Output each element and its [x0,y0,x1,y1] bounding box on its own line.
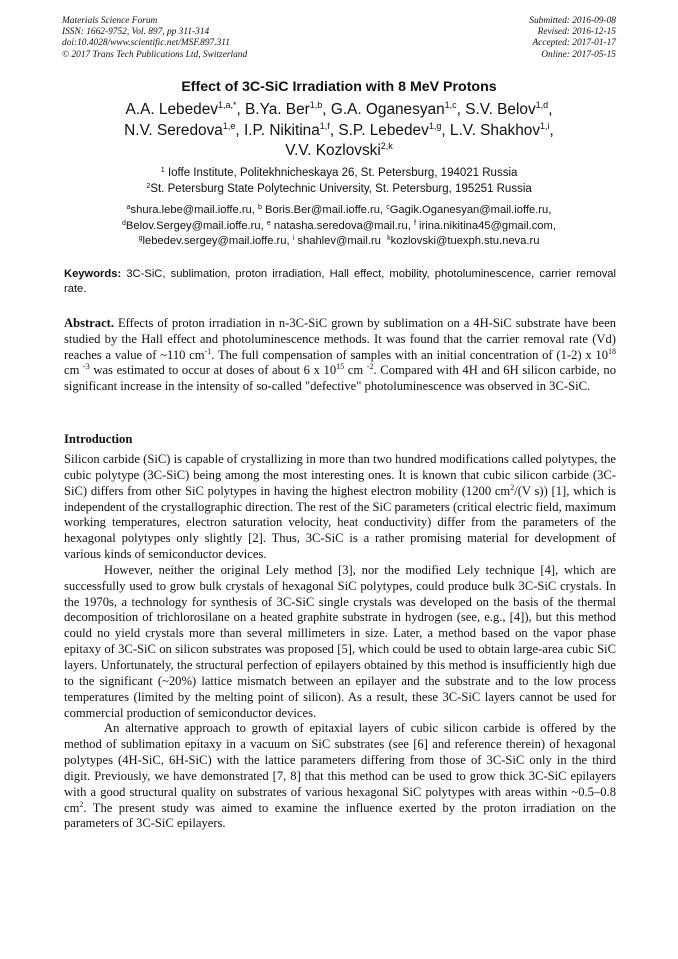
author: S.V. Belov [465,101,536,118]
journal-name: Materials Science Forum [62,16,158,26]
affiliation-list [0,166,678,197]
issn-volume: ISSN: 1662-9752, Vol. 897, pp 311-314 [62,27,210,38]
author-affiliation-mark: 1,d [535,100,549,110]
author-affiliation-mark: 1,c [444,100,457,110]
email-link[interactable]: Belov.Sergey@mail.ioffe.ru [125,219,261,232]
online-date: Online: 2017-05-15 [541,49,616,60]
accepted-date: Accepted: 2017-01-17 [532,38,616,49]
author: V.V. Kozlovski [285,142,381,159]
email-link[interactable]: irina.nikitina45@gmail.com [419,219,553,232]
author-line-1: A.A. Lebedev$^{1,a,*}$, B.Ya. Ber$^{1,b}$, G.A. Oganesyan$^{1,c}$, S.V. Belov$^{1,d}$, [125,100,553,118]
author-affiliation-mark: 1,f [319,120,330,131]
author: A.A. Lebedev [125,101,218,118]
author: G.A. Oganesyan [330,101,445,118]
email-line-1: $^a$shura.lebe@mail.ioffe.ru, $^b$ Boris.Ber@mail.ioffe.ru, $^c$Gagik.Oganesyan@mail.ioffe.ru, [126,204,552,216]
copyright-notice: © 2017 Trans Tech Publications Ltd, Switzerland [62,49,248,60]
email-link[interactable]: natasha.seredova@mail.ru [273,219,408,232]
paragraph: However, neither the original Lely method [3], nor the modified Lely technique [4], which are successfully used to grow bulk crystals of hexagonal SiC polytypes, could produce bulk 3C-SiC crystals. In the 1970s, a technology for synthesis of 3C-SiC single crystals was developed on the basis of the thermal decomposition of trichlorosilane on a heated graphite substrate in hydrogen (see, e.g., [4]), but this method could no yield crystals more than several millimeters in size. Later, a method based on the vapor phase epitaxy of 3C-SiC on silicon substrates was proposed [5], which could be used to obtain large-area cubic SiC layers. Unfortunately, the structural perfection of epilayers obtained by this method is insufficiently high due to the significant (~20%) lattice mismatch between an epilayer and the substrate and to the low process temperatures (limited by the melting point of silicon). As a result, these 3C-SiC layers cannot be used for commercial production of semiconductor devices. [64,562,616,720]
author-affiliation-mark: 1,e [222,120,236,131]
paper-title: Effect of 3C-SiC Irradiation with 8 MeV Protons [181,79,497,95]
author-list [0,100,678,162]
author-affiliation-mark: 1,i [540,120,550,131]
author: S.P. Lebedev [338,121,429,139]
author-line-3 [0,141,678,162]
affiliation-2: $^2$St. Petersburg State Polytechnic University, St. Petersburg, 195251 Russia [146,180,532,195]
keywords-label: Keywords: [64,268,122,280]
paragraph: Silicon carbide (SiC) is capable of crystallizing in more than two hundred modifications called polytypes, the cubic polytype (3C-SiC) being among the most interesting ones. It is known that cubic silicon carbide (3C-SiC) differs from other SiC polytypes in having the highest electron mobility (1200 $cm^2/(V$ s)) [1], which is independent of the crystallographic direction. The rest of the SiC parameters (critical electric field, maximum working temperatures, electron saturation velocity, heat conductivity) differ from the parameters of the hexagonal polytypes only slightly [2]. Thus, 3C-SiC is a rather promising material for development of various kinds of semiconductor devices. [64,452,616,562]
author-affiliation-mark: 1,b [309,100,323,110]
abstract-label: Abstract. [64,316,115,330]
doi-link[interactable]: doi:10.4028/www.scientific.net/MSF.897.311 [62,38,230,49]
affiliation-1: $^1$ Ioffe Institute, Politekhnicheskaya 26, St. Petersburg, 194021 Russia [160,165,518,179]
author: N.V. Seredova [124,121,223,139]
email-link[interactable]: lebedev.sergey@mail.ioffe.ru [142,235,287,247]
email-list [0,203,678,250]
author-affiliation-mark: 2,k [380,141,393,151]
author: B.Ya. Ber [245,101,310,118]
revised-date: Revised: 2016-12-15 [537,27,616,38]
section-heading-introduction: Introduction [64,432,133,446]
email-link[interactable]: shura.lebe@mail.ioffe.ru [130,204,252,216]
submitted-date: Submitted: 2016-09-08 [529,16,616,26]
abstract: Abstract. Effects of proton irradiation in n-3C-SiC grown by sublimation on a 4H-SiC substrate have been studied by the Hall effect and photoluminescence methods. It was found that the carrier removal rate (Vd) reaches a value of ~110 $cm^{-1}$. The full compensation of samples with an initial concentration of (1-2) x $10^{18}$ cm $^{-3}$ was estimated to occur at doses of about 6 x $10^{15}$ cm $^{-2}$. Compared with 4H and 6H silicon carbide, no significant increase in the intensity of so-called "defective" photoluminescence was observed in 3C-SiC. [64,316,616,394]
publication-dates [529,16,616,61]
author: L.V. Shakhov [449,121,541,139]
author-line-2: N.V. Seredova$^{1,e}$, I.P. Nikitina$^{1,f}$, S.P. Lebedev$^{1,g}$, L.V. Shakhov$^{1,i}$, [124,120,554,139]
email-line-3: $^g$lebedev.sergey@mail.ioffe.ru, $^i$ shahlev@mail.ru $^k$kozlovski@tuexph.stu.neva.ru [138,235,540,247]
keywords [64,267,616,297]
email-link[interactable]: shahlev@mail.ru [297,235,381,247]
email-line-2: $^d$Belov.Sergey@mail.ioffe.ru, $^e$ natasha.seredova@mail.ru, $^f$ irina.nikitina45@gmail.com, [122,219,556,232]
email-link[interactable]: Boris.Ber@mail.ioffe.ru [265,204,380,216]
publication-info [62,16,247,61]
introduction-body [64,452,616,832]
author: I.P. Nikitina [243,121,320,139]
keywords-text: 3C-SiC, sublimation, proton irradiation, Hall effect, mobility, photoluminescence, carrier removal rate. [64,268,616,295]
email-link[interactable]: Gagik.Oganesyan@mail.ioffe.ru [389,204,549,216]
paragraph: An alternative approach to growth of epitaxial layers of cubic silicon carbide is offered by the method of sublimation epitaxy in a vacuum on SiC substrates (see [6] and reference therein) of hexagonal polytypes (4H-SiC, 6H-SiC) with the lattice parameters differing from those of 3C-SiC only in the third digit. Previously, we have demonstrated [7, 8] that this method can be used to grow thick 3C-SiC epilayers with a good structural quality on substrates of various hexagonal SiC polytypes with areas within ~0.5–0.8 $cm^2$. The present study was aimed to examine the influence exerted by the proton irradiation on the parameters of 3C-SiC epilayers. [64,721,616,831]
email-link[interactable]: kozlovski@tuexph.stu.neva.ru [390,235,540,247]
author-affiliation-mark: 1,a,* [217,100,237,110]
author-affiliation-mark: 1,g [428,120,442,131]
